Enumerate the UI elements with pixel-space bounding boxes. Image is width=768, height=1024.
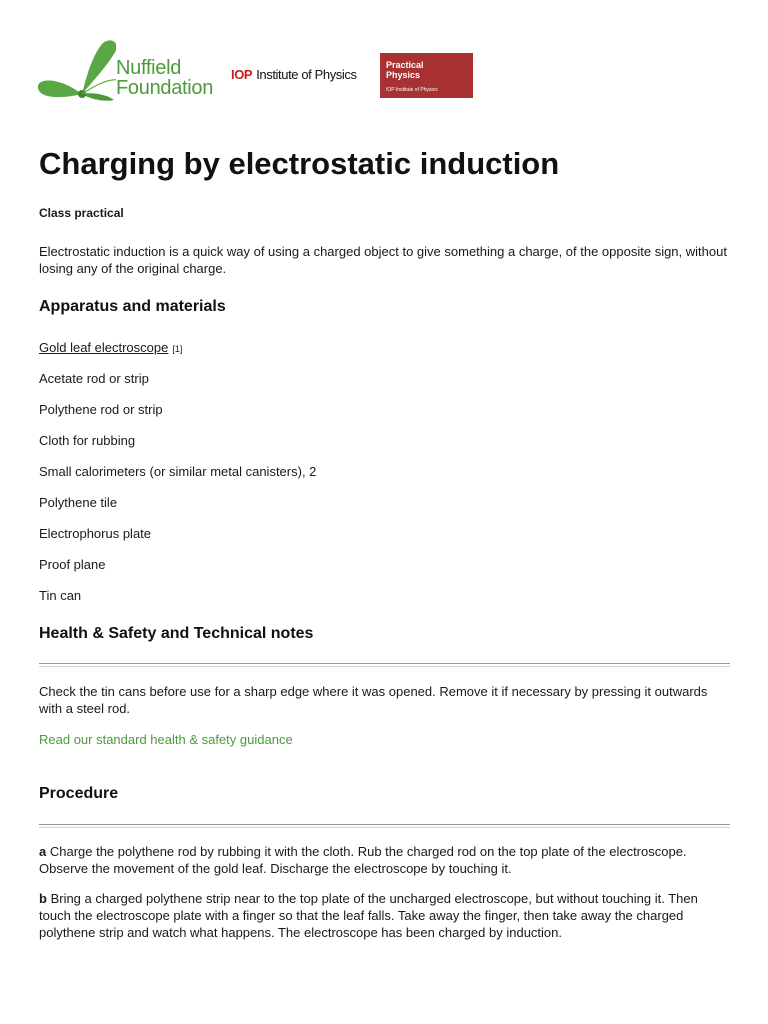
procedure-step: [39, 843, 731, 877]
iop-name: Institute of Physics: [256, 67, 357, 82]
apparatus-item-electroscope: [39, 339, 182, 358]
procedure-heading: Procedure: [39, 785, 119, 802]
apparatus-item: Proof plane: [39, 557, 106, 572]
apparatus-heading: Apparatus and materials: [39, 298, 226, 315]
apparatus-item: Small calorimeters (or similar metal canisters), 2: [39, 464, 317, 479]
nuffield-seed-icon: [36, 38, 116, 110]
nuffield-wordmark: [116, 58, 213, 98]
procedure-step: [39, 890, 731, 941]
iop-logo[interactable]: [231, 66, 357, 84]
pp-sub: IOP Institute of Physics: [386, 87, 438, 93]
practical-physics-wordmark: [386, 60, 424, 80]
step-letter: a: [39, 844, 47, 859]
nuffield-line1: Nuffield: [116, 57, 182, 79]
step-letter: b: [39, 891, 47, 906]
apparatus-item: Cloth for rubbing: [39, 433, 136, 448]
page-title: Charging by electrostatic induction: [39, 146, 560, 181]
section-divider: [39, 663, 730, 667]
apparatus-item: Electrophorus plate: [39, 526, 152, 541]
electroscope-link[interactable]: Gold leaf electroscope: [39, 340, 169, 355]
reference-marker[interactable]: [1]: [172, 344, 183, 354]
header: [0, 0, 768, 120]
safety-heading: Health & Safety and Technical notes: [39, 625, 314, 642]
apparatus-item: Polythene tile: [39, 495, 118, 510]
practical-type-label: Class practical: [39, 206, 124, 220]
intro-paragraph: Electrostatic induction is a quick way of using a charged object to give something a charge, of the opposite sign, without losing any of the original charge.: [39, 244, 727, 276]
nuffield-foundation-logo[interactable]: [36, 38, 226, 110]
safety-paragraph: Check the tin cans before use for a sharp edge where it was opened. Remove it if necessary by pressing it outwards with a steel rod.: [39, 684, 708, 716]
pp-line1: Practical: [386, 60, 424, 70]
step-text: Charge the polythene rod by rubbing it with the cloth. Rub the charged rod on the top plate of the electroscope. Observe the movement of the gold leaf. Discharge the electroscope by touching it.: [39, 844, 687, 876]
apparatus-item: Polythene rod or strip: [39, 402, 163, 417]
safety-guidance-link[interactable]: Read our standard health & safety guidance: [39, 732, 293, 747]
apparatus-item: Tin can: [39, 588, 82, 603]
iop-mark: IOP: [231, 67, 253, 82]
step-text: Bring a charged polythene strip near to the top plate of the uncharged electroscope, but without touching it. Then touch the electroscope plate with a finger so that the leaf falls. Take away the finger, then take away the charged polythene strip and watch what happens. The electroscope has been charged by induction.: [39, 891, 698, 940]
practical-physics-logo[interactable]: [380, 53, 473, 98]
nuffield-line2: Foundation: [116, 77, 214, 99]
section-divider: [39, 824, 730, 828]
apparatus-item: Acetate rod or strip: [39, 371, 149, 386]
pp-line2: Physics: [386, 70, 421, 80]
